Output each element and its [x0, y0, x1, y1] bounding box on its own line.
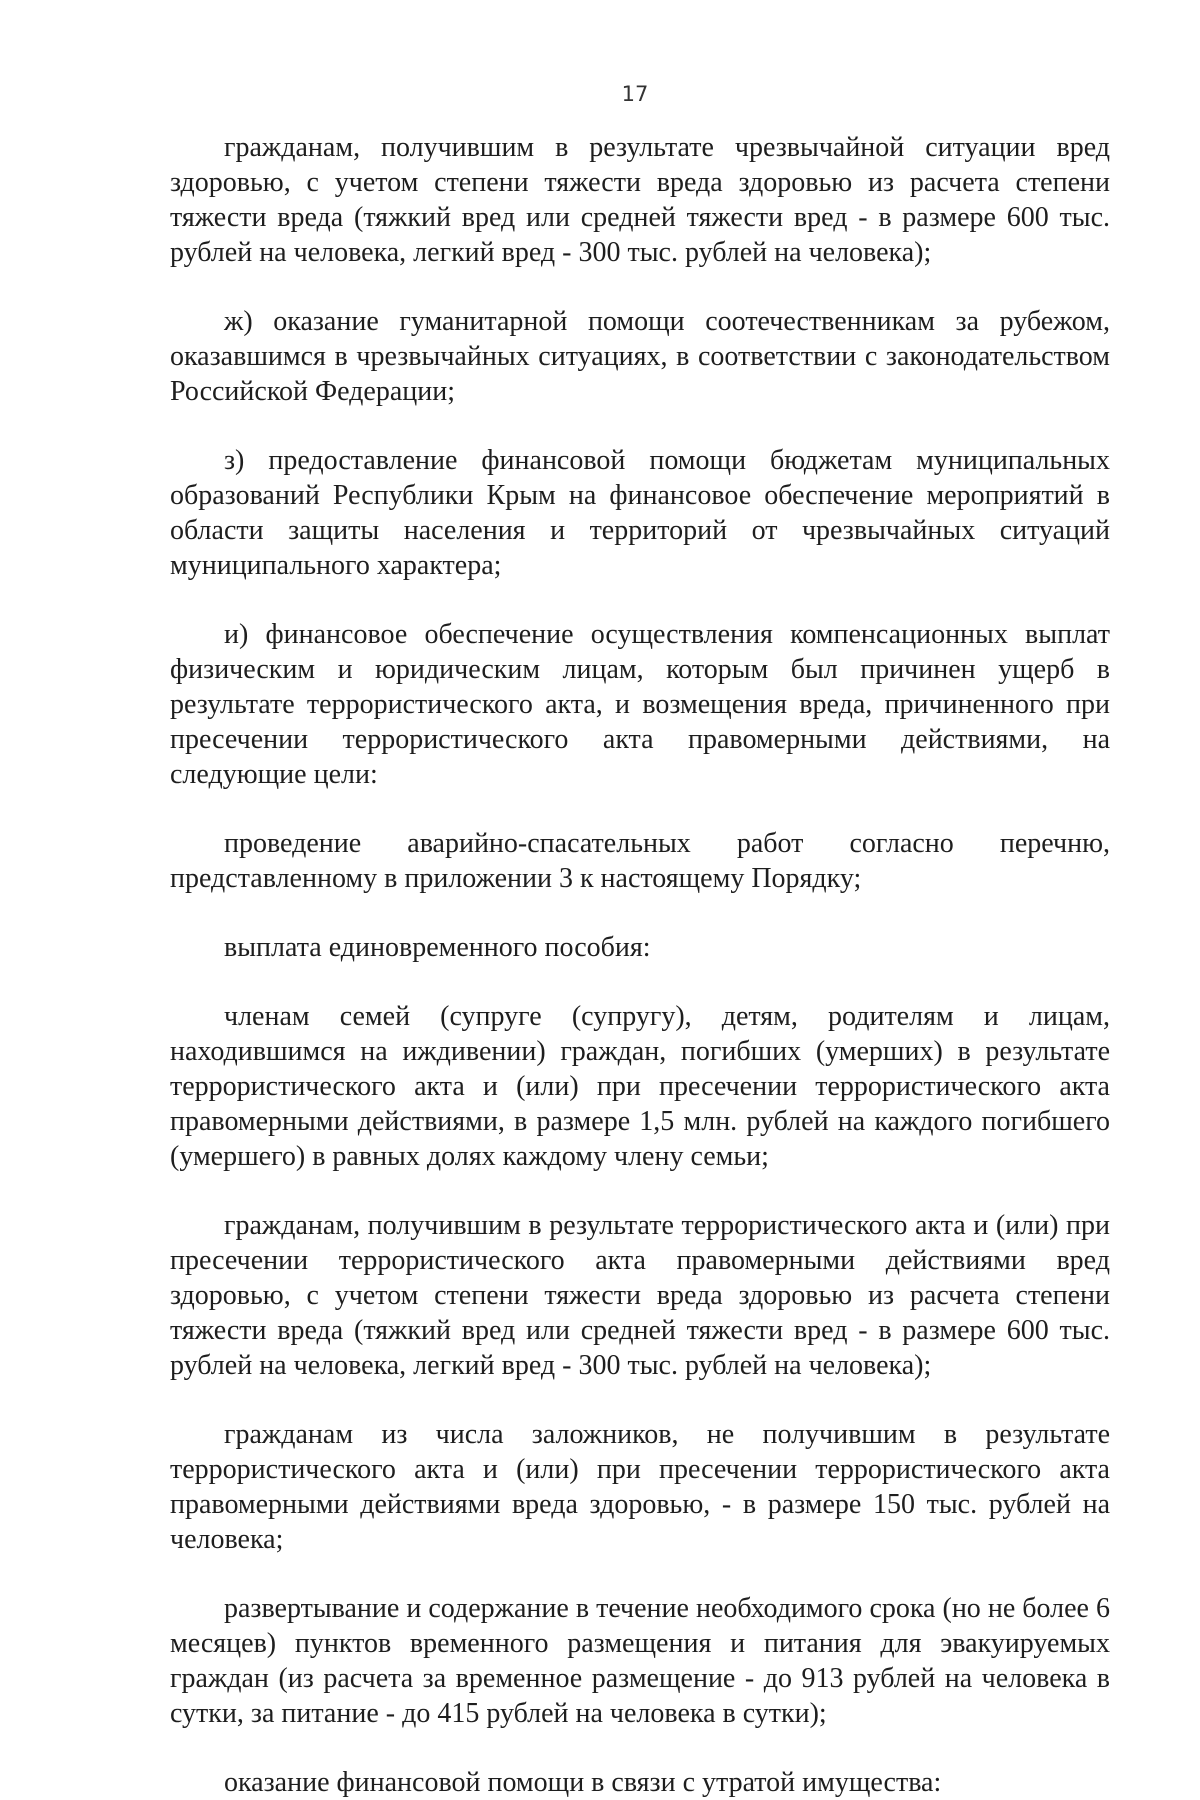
- paragraph-hostages: гражданам из числа заложников, не получившим в результате террористического акта и (или) при пресечении террористического акта правомерными действиями вреда здоровью, - в размере 150 тыс. рублей на человека;: [170, 1419, 1110, 1555]
- paragraph-family-members: членам семей (супруге (супругу), детям, родителям и лицам, находившимся на иждивении) граждан, погибших (умерших) в результате террористического акта и (или) при пресечении террористического акта правомерными действиями, в размере 1,5 млн. рублей на каждого погибшего (умершего) в равных долях каждому члену семьи;: [170, 1001, 1110, 1172]
- page-number: 17: [621, 82, 649, 106]
- paragraph-temporary-accommodation: развертывание и содержание в течение необходимого срока (но не более 6 месяцев) пунктов временного размещения и питания для эвакуируемых граждан (из расчета за временное размещение - до 913 рублей на человека в сутки, за питание - до 415 рублей на человека в сутки);: [170, 1593, 1110, 1729]
- paragraph-health-harm-emergency: гражданам, получившим в результате чрезвычайной ситуации вред здоровью, с учетом степени тяжести вреда здоровью из расчета степени тяжести вреда (тяжкий вред или средней тяжести вред - в размере 600 тыс. рублей на человека, легкий вред - 300 тыс. рублей на человека);: [170, 132, 1110, 268]
- paragraph-municipal-financial-aid: з) предоставление финансовой помощи бюджетам муниципальных образований Республики Крым на финансовое обеспечение мероприятий в области защиты населения и территорий от чрезвычайных ситуаций муниципального характера;: [170, 445, 1110, 581]
- paragraph-terrorist-act-compensation: и) финансовое обеспечение осуществления компенсационных выплат физическим и юридическим лицам, которым был причинен ущерб в результате террористического акта, и возмещения вреда, причиненного при пресечении террористического акта правомерными действиями, на следующие цели:: [170, 619, 1110, 790]
- paragraph-rescue-works: проведение аварийно-спасательных работ согласно перечню, представленному в приложении 3 к настоящему Порядку;: [170, 828, 1110, 894]
- document-body: [170, 130, 1110, 1800]
- paragraph-property-loss: оказание финансовой помощи в связи с утратой имущества:: [224, 1767, 942, 1798]
- paragraph-lump-sum-allowance: выплата единовременного пособия:: [224, 932, 651, 963]
- paragraph-health-harm-terrorist: гражданам, получившим в результате террористического акта и (или) при пресечении террористического акта правомерными действиями вред здоровью, с учетом степени тяжести вреда здоровью из расчета степени тяжести вреда (тяжкий вред или средней тяжести вред - в размере 600 тыс. рублей на человека, легкий вред - 300 тыс. рублей на человека);: [170, 1210, 1110, 1381]
- paragraph-humanitarian-aid: ж) оказание гуманитарной помощи соотечественникам за рубежом, оказавшимся в чрезвычайных ситуациях, в соответствии с законодательством Российской Федерации;: [170, 306, 1110, 407]
